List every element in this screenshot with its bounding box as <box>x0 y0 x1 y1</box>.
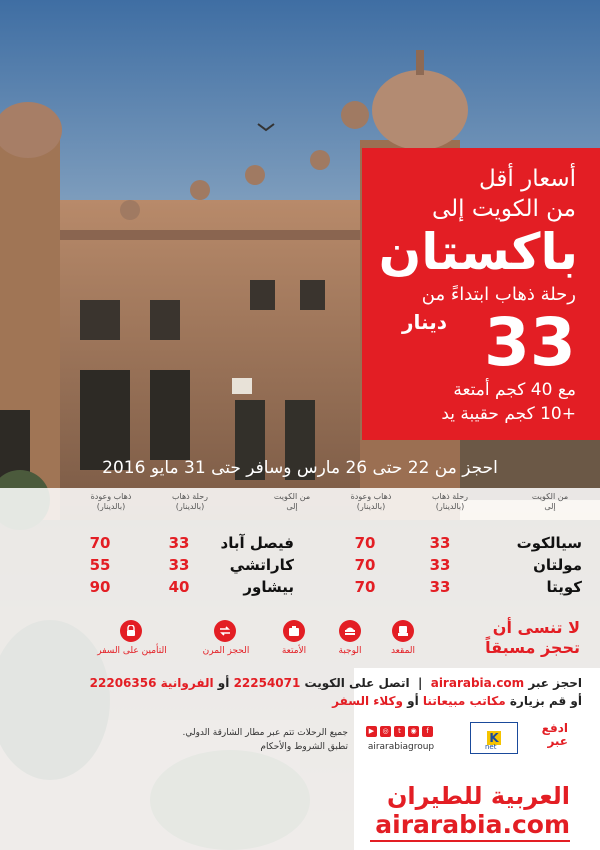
or-label-2: أو <box>407 694 419 708</box>
fare-return: 90 <box>89 578 111 596</box>
dont-forget-line-2: تحجز مسبقاً <box>485 638 580 657</box>
header-return: ذهاب وعودة (بالدينار) <box>90 492 132 511</box>
sales-offices-link[interactable]: مكاتب مبيعاتنا <box>422 694 506 708</box>
seat-icon <box>392 620 414 642</box>
insurance-icon <box>120 620 142 642</box>
fare-one-way: 40 <box>168 578 190 596</box>
extra-label-meal: الوجبة <box>338 646 362 656</box>
instagram-icon[interactable]: ◎ <box>380 726 391 737</box>
brand-url[interactable]: airarabia.com <box>375 810 570 839</box>
fare-city: فيصل آباد <box>220 534 294 552</box>
price-currency: دينار <box>402 310 447 334</box>
extra-label-insurance: التأمين على السفر <box>97 646 167 656</box>
website-link[interactable]: airarabia.com <box>430 676 525 690</box>
knet-k-icon: K <box>487 731 501 745</box>
call-kuwait-label: اتصل على الكويت <box>304 676 410 690</box>
legal-line-2: تطبق الشروط والأحكام <box>260 742 348 752</box>
kuwait-phone[interactable]: 22254071 <box>233 676 301 690</box>
price-value: 33 <box>484 304 576 381</box>
booking-line-1: احجز عبر airarabia.com | اتصل على الكويت 22254071 أو الفروانية 22206356 <box>89 676 582 690</box>
fare-one-way: 33 <box>168 534 190 552</box>
social-handle: airarabiagroup <box>367 742 435 752</box>
youtube-icon[interactable]: ▶ <box>366 726 377 737</box>
fare-return: 70 <box>354 534 376 552</box>
knet-logo <box>470 722 518 754</box>
header-return: ذهاب وعودة (بالدينار) <box>350 492 392 511</box>
header-one-way: رحلة ذهاب (بالدينار) <box>431 492 469 511</box>
headline-line-1: أسعار أقل <box>479 166 576 192</box>
brand-underline <box>370 840 570 842</box>
knet-label: net <box>485 743 497 751</box>
headline-box <box>362 148 600 440</box>
booking-dates: احجز من 22 حتى 26 مارس وسافر حتى 31 مايو 2016 <box>102 458 498 478</box>
flexible-booking-icon <box>214 620 236 642</box>
meal-icon <box>339 620 361 642</box>
travel-agents-link[interactable]: وكلاء السفر <box>332 694 403 708</box>
baggage-line-1: مع 40 كجم أمتعة <box>453 380 576 400</box>
snapchat-icon[interactable]: ◉ <box>408 726 419 737</box>
farwaniya-label: الفروانية <box>160 676 214 690</box>
fare-return: 55 <box>89 556 111 574</box>
facebook-icon[interactable]: f <box>422 726 433 737</box>
fare-one-way: 33 <box>429 556 451 574</box>
fare-city: مولتان <box>533 556 582 574</box>
fare-return: 70 <box>354 556 376 574</box>
fare-one-way: 33 <box>168 556 190 574</box>
fare-city: بيشاور <box>243 578 294 596</box>
or-label: أو <box>217 676 230 690</box>
legal-line-1: جميع الرحلات تتم عبر مطار الشارقة الدولي. <box>182 728 348 738</box>
fare-return: 70 <box>89 534 111 552</box>
pay-via-label: ادفع عبر <box>541 721 568 748</box>
header-from-kuwait: من الكويت إلى <box>531 492 569 511</box>
fare-city: كويتا <box>546 578 582 596</box>
fare-return: 70 <box>354 578 376 596</box>
extra-label-flexible: الحجز المرن <box>202 646 250 656</box>
fare-city: سيالكوت <box>516 534 582 552</box>
farwaniya-phone[interactable]: 22206356 <box>89 676 157 690</box>
baggage-icon <box>283 620 305 642</box>
book-via-label: احجز عبر <box>528 676 582 690</box>
or-visit-label: أو قم بزيارة <box>509 694 582 708</box>
fare-one-way: 33 <box>429 534 451 552</box>
fare-city: كاراتشي <box>229 556 294 574</box>
booking-line-2 <box>332 694 582 708</box>
fare-one-way: 33 <box>429 578 451 596</box>
header-from-kuwait: من الكويت إلى <box>273 492 311 511</box>
destination-title: باكستان <box>378 223 578 281</box>
headline-line-2: من الكويت إلى <box>432 196 576 222</box>
dont-forget-line-1: لا تنسى أن <box>492 618 580 637</box>
baggage-line-2: +10 كجم حقيبة يد <box>441 404 576 424</box>
extra-label-baggage: الأمتعة <box>281 646 307 656</box>
twitter-icon[interactable]: t <box>394 726 405 737</box>
header-one-way: رحلة ذهاب (بالدينار) <box>171 492 209 511</box>
brand-arabic-logo: العربية للطيران <box>386 782 570 810</box>
extra-label-seat: المقعد <box>390 646 416 656</box>
headline-line-4: رحلة ذهاب ابتداءً من <box>421 284 576 305</box>
